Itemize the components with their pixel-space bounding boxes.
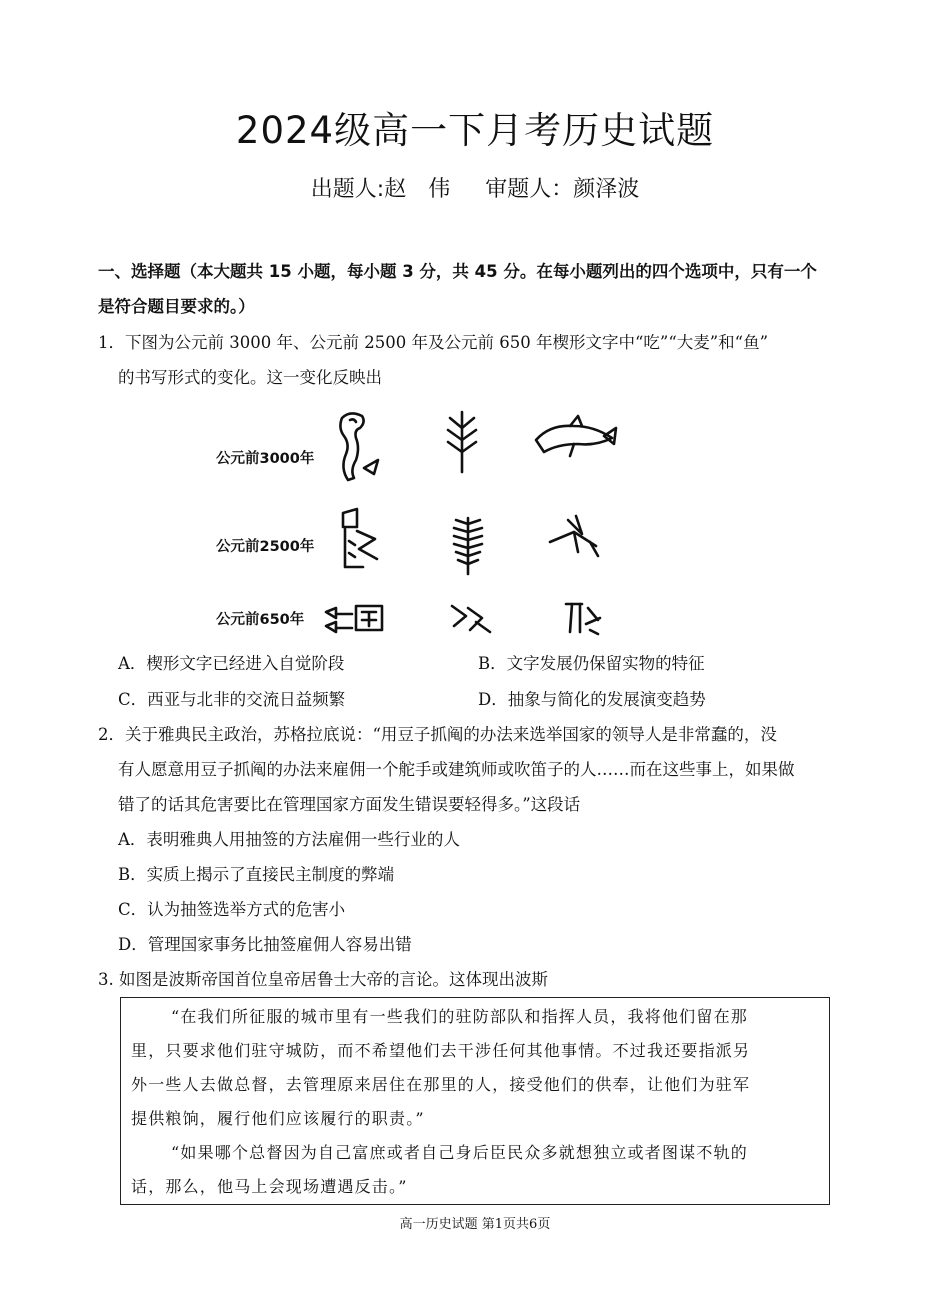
q1-option-d[interactable]: D．抽象与简化的发展演变趋势 bbox=[478, 690, 706, 709]
question-setter: 出题人:赵 伟 bbox=[310, 177, 451, 202]
eat-glyph-650-icon bbox=[322, 598, 392, 638]
figure-row-label: 公元前3000年 bbox=[216, 451, 315, 467]
q1-option-b[interactable]: B．文字发展仍保留实物的特征 bbox=[478, 654, 705, 673]
fish-pictograph-icon bbox=[530, 410, 620, 466]
figure-row-label: 公元前650年 bbox=[216, 612, 305, 628]
quote-line: “在我们所征服的城市里有一些我们的驻防部队和指挥人员，我将他们留在那 bbox=[171, 1007, 748, 1026]
eat-glyph-2500-icon bbox=[335, 505, 385, 575]
q2-option-b[interactable]: B．实质上揭示了直接民主制度的弊端 bbox=[118, 865, 395, 884]
cyrus-quote-box bbox=[120, 997, 830, 1205]
section-heading: 一、选择题（本大题共 15 小题，每小题 3 分，共 45 分。在每小题列出的四个选项中，只有一个 bbox=[98, 262, 817, 281]
page-footer: 高一历史试题 第1页共6页 bbox=[399, 1217, 551, 1232]
q1-stem-cont: 的书写形式的变化。这一变化反映出 bbox=[118, 368, 382, 387]
q2-stem-cont: 错了的话其危害要比在管理国家方面发生错误要轻得多。”这段话 bbox=[118, 795, 581, 814]
q2-option-d[interactable]: D．管理国家事务比抽签雇佣人容易出错 bbox=[118, 935, 412, 954]
barley-glyph-650-icon bbox=[446, 600, 496, 638]
q3-stem: 3. 如图是波斯帝国首位皇帝居鲁士大帝的言论。这体现出波斯 bbox=[98, 970, 548, 989]
fish-glyph-2500-icon bbox=[546, 512, 606, 562]
quote-line: 外一些人去做总督，去管理原来居住在那里的人，接受他们的供奉，让他们为驻军 bbox=[131, 1075, 751, 1094]
q2-option-a[interactable]: A．表明雅典人用抽签的方法雇佣一些行业的人 bbox=[118, 830, 460, 849]
figure-row-label: 公元前2500年 bbox=[216, 539, 315, 555]
section-heading-cont: 是符合题目要求的。） bbox=[98, 297, 255, 316]
authors-line bbox=[0, 172, 950, 203]
exam-title: 2024级高一下月考历史试题 bbox=[235, 109, 715, 152]
reviewer: 审题人：颜泽波 bbox=[485, 177, 640, 202]
barley-pictograph-icon bbox=[442, 408, 482, 476]
eat-pictograph-icon bbox=[330, 408, 385, 488]
barley-glyph-2500-icon bbox=[448, 514, 488, 578]
q1-option-c[interactable]: C．西亚与北非的交流日益频繁 bbox=[118, 690, 346, 709]
quote-line: 话，那么，他马上会现场遭遇反击。” bbox=[131, 1177, 408, 1196]
quote-line: 提供粮饷，履行他们应该履行的职责。” bbox=[131, 1109, 425, 1128]
quote-line: 里，只要求他们驻守城防，而不希望他们去干涉任何其他事情。不过我还要指派另 bbox=[131, 1041, 751, 1060]
q2-option-c[interactable]: C．认为抽签选举方式的危害小 bbox=[118, 900, 346, 919]
q2-stem: 2．关于雅典民主政治，苏格拉底说：“用豆子抓阄的办法来选举国家的领导人是非常蠢的，没 bbox=[98, 725, 777, 744]
q2-stem-cont: 有人愿意用豆子抓阄的办法来雇佣一个舵手或建筑师或吹笛子的人……而在这些事上，如果做 bbox=[118, 760, 795, 779]
q1-option-a[interactable]: A．楔形文字已经进入自觉阶段 bbox=[118, 654, 345, 673]
fish-glyph-650-icon bbox=[560, 598, 604, 638]
q1-stem: 1．下图为公元前 3000 年、公元前 2500 年及公元前 650 年楔形文字中“吃”“大麦”和“鱼” bbox=[98, 333, 769, 352]
quote-line: “如果哪个总督因为自己富庶或者自己身后臣民众多就想独立或者图谋不轨的 bbox=[171, 1143, 748, 1162]
